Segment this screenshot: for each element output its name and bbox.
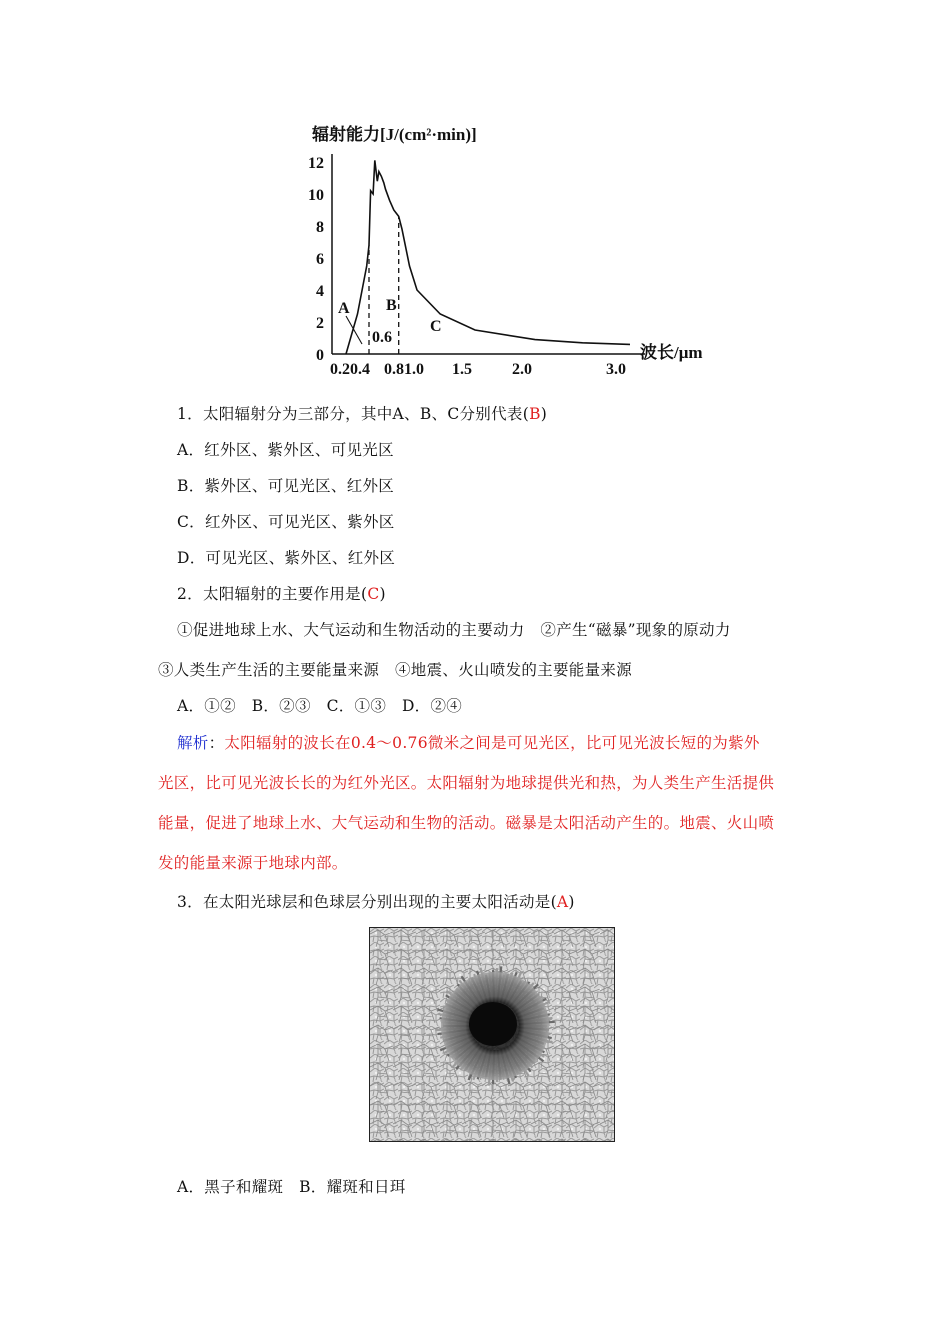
question-1-option-a: A．红外区、紫外区、可见光区 <box>177 441 394 459</box>
analysis-label: 解析 <box>177 734 209 752</box>
question-1-option-c: C．红外区、可见光区、紫外区 <box>177 513 395 531</box>
question-1-option-d: D．可见光区、紫外区、红外区 <box>177 549 396 567</box>
chart-x-tick-label: 2.0 <box>512 361 532 378</box>
analysis-line-4: 发的能量来源于地球内部。 <box>158 854 348 872</box>
chart-y-axis-label: 辐射能力[J/(cm²·min)] <box>312 125 477 144</box>
chart-x-tick-label: 3.0 <box>606 361 626 378</box>
chart-y-tick-label: 8 <box>316 219 324 236</box>
analysis-line-3: 能量，促进了地球上水、大气运动和生物的活动。磁暴是太阳活动产生的。地震、火山喷 <box>158 814 775 832</box>
question-1-answer: B <box>529 405 541 423</box>
question-1-option-b: B．紫外区、可见光区、红外区 <box>177 477 395 495</box>
chart-x-tick-label: 0.2 <box>330 361 350 378</box>
question-2-stem: 2．太阳辐射的主要作用是(C) <box>177 585 386 603</box>
chart-series-line <box>346 160 630 354</box>
question-3-stem: 3．在太阳光球层和色球层分别出现的主要太阳活动是(A) <box>177 893 575 911</box>
chart-y-tick-label: 6 <box>316 251 324 268</box>
question-1-stem: 1．太阳辐射分为三部分，其中A、B、C分别代表(B) <box>177 405 548 423</box>
chart-x-tick-label: 1.5 <box>452 361 472 378</box>
chart-y-tick-label: 4 <box>316 283 324 300</box>
sunspot-photo <box>369 927 615 1142</box>
question-2-statements-line-2: ③人类生产生活的主要能量来源 ④地震、火山喷发的主要能量来源 <box>158 661 633 679</box>
chart-annotation: 0.6 <box>372 329 392 346</box>
question-3-options: A．黑子和耀斑 B．耀斑和日珥 <box>177 1178 406 1196</box>
question-2-options: A．①② B．②③ C．①③ D．②④ <box>177 697 463 715</box>
chart-region-label-c: C <box>430 318 442 335</box>
radiation-chart <box>290 118 703 380</box>
chart-x-axis-label: 波长/μm <box>640 343 703 362</box>
analysis-line-2: 光区，比可见光波长长的为红外光区。太阳辐射为地球提供光和热，为人类生产生活提供 <box>158 774 775 792</box>
sunspot-umbra <box>469 1002 517 1046</box>
chart-y-tick-label: 0 <box>316 347 324 364</box>
chart-x-tick-label: 1.0 <box>404 361 424 378</box>
question-2-statements-line-1: ①促进地球上水、大气运动和生物活动的主要动力 ②产生“磁暴”现象的原动力 <box>177 621 731 639</box>
chart-x-tick-label: 0.4 <box>350 361 370 378</box>
chart-y-tick-label: 10 <box>308 187 324 204</box>
chart-region-label-a: A <box>338 300 350 317</box>
chart-y-tick-label: 12 <box>308 155 324 172</box>
question-2-answer: C <box>367 585 380 603</box>
question-3-answer: A <box>556 893 569 911</box>
chart-pointer-line <box>346 316 362 344</box>
chart-region-label-b: B <box>386 297 397 314</box>
analysis-line-1: 解析：太阳辐射的波长在0.4～0.76微米之间是可见光区，比可见光波长短的为紫外 <box>177 734 760 752</box>
chart-x-tick-label: 0.8 <box>384 361 404 378</box>
chart-y-tick-label: 2 <box>316 315 324 332</box>
